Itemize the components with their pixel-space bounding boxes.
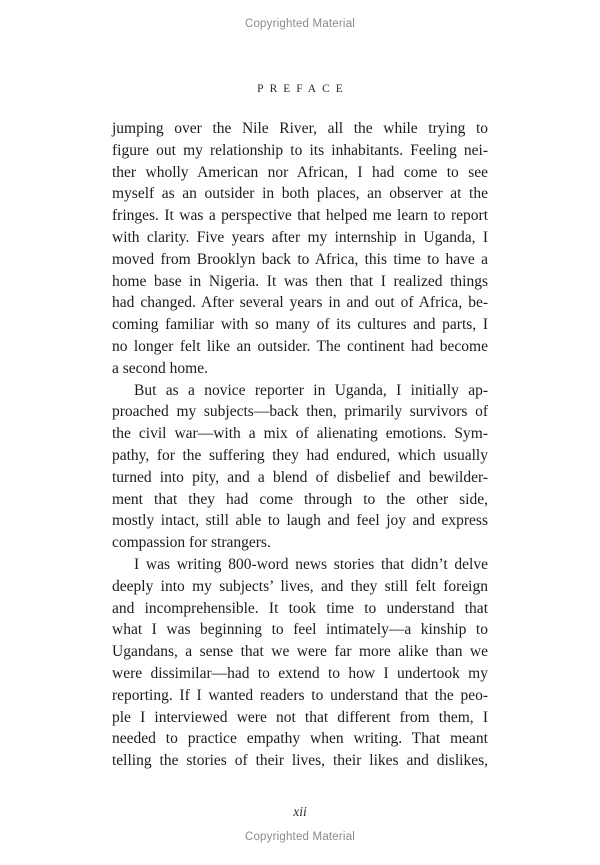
body-text-line: figure out my relationship to its inhabitants. Feeling nei- xyxy=(112,141,488,159)
body-text-line: telling the stories of their lives, their likes and dislikes, xyxy=(112,752,488,770)
copyright-notice-top: Copyrighted Material xyxy=(244,18,356,30)
body-text-line: no longer felt like an outsider. The continent had become xyxy=(112,337,488,355)
body-text-line: coming familiar with so many of its cultures and parts, I xyxy=(112,316,488,334)
body-text-line: ple I interviewed were not that different from them, I xyxy=(112,708,488,726)
paragraph xyxy=(112,118,488,380)
body-text-line: ther wholly American nor African, I had come to see xyxy=(112,163,488,181)
body-text-line: compassion for strangers. xyxy=(112,534,271,552)
body-text-line: mostly intact, still able to laugh and feel joy and express xyxy=(112,512,488,530)
body-text-line: proached my subjects—back then, primarily survivors of xyxy=(112,403,488,421)
body-text-line: jumping over the Nile River, all the while trying to xyxy=(112,120,488,137)
page-number: xii xyxy=(293,804,307,819)
body-text-line: what I was beginning to feel intimately—a kinship to xyxy=(112,621,488,639)
body-text-line: fringes. It was a perspective that helped me learn to report xyxy=(112,207,488,225)
body-text-line: and incomprehensible. It took time to understand that xyxy=(112,599,488,617)
body-text-block xyxy=(112,118,488,772)
body-text-line: I was writing 800-word news stories that didn’t delve xyxy=(134,555,488,573)
paragraph xyxy=(112,380,488,554)
body-text-line: ment that they had come through to the other side, xyxy=(112,490,488,508)
chapter-header: PREFACE xyxy=(257,83,349,95)
body-text-line: reporting. If I wanted readers to understand that the peo- xyxy=(112,686,488,704)
body-text-line: pathy, for the suffering they had endured, which usually xyxy=(112,446,488,464)
body-text-line: deeply into my subjects’ lives, and they still felt foreign xyxy=(112,577,488,595)
body-text-line: were dissimilar—had to extend to how I undertook my xyxy=(112,664,488,682)
paragraph xyxy=(112,554,488,772)
body-text-line: the civil war—with a mix of alienating emotions. Sym- xyxy=(112,425,488,443)
body-text-line: But as a novice reporter in Uganda, I initially ap- xyxy=(134,381,488,399)
body-text-line: had changed. After several years in and out of Africa, be- xyxy=(112,294,488,312)
body-text-line: turned into pity, and a blend of disbelief and bewilder- xyxy=(112,468,488,486)
body-text-line: needed to practice empathy when writing. That meant xyxy=(112,730,488,748)
body-text-line: a second home. xyxy=(112,359,208,377)
body-text-line: home base in Nigeria. It was then that I realized things xyxy=(112,272,488,290)
body-text-line: myself as an outsider in both places, an observer at the xyxy=(112,185,488,203)
body-text-line: with clarity. Five years after my internship in Uganda, I xyxy=(112,228,488,246)
copyright-notice-bottom: Copyrighted Material xyxy=(244,831,356,843)
body-text-line: Ugandans, a sense that we were far more alike than we xyxy=(112,643,488,661)
body-text-line: moved from Brooklyn back to Africa, this time to have a xyxy=(112,250,488,268)
